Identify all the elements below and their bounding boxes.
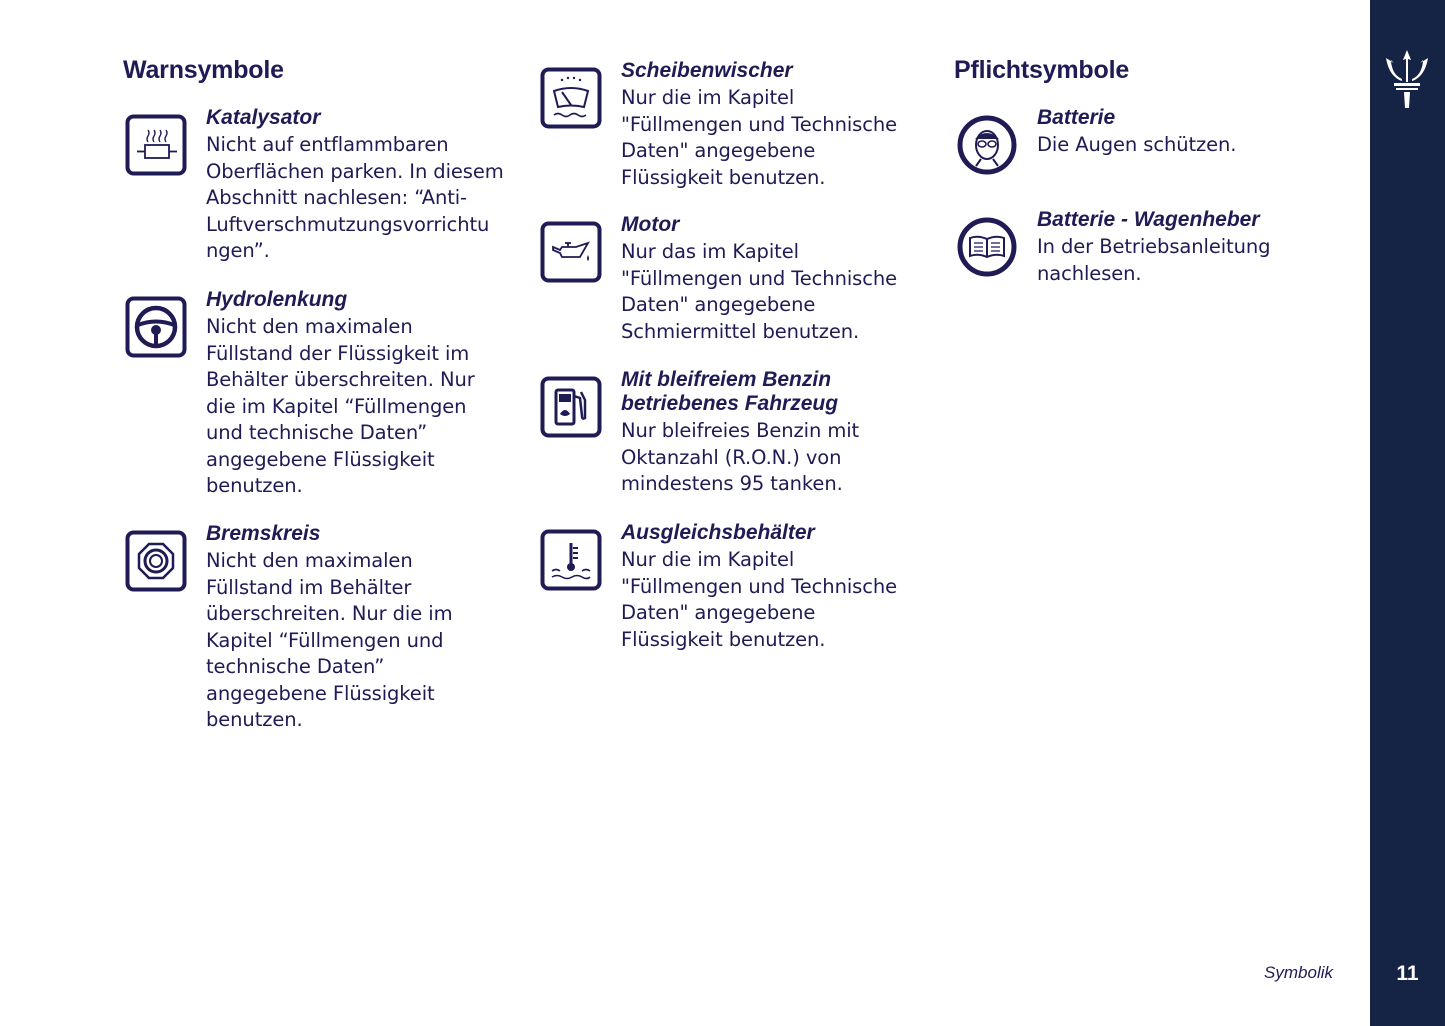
eye-protection-icon — [956, 114, 1018, 176]
section-title-warnsymbole: Warnsymbole — [123, 56, 284, 84]
symbol-description: Nur die im Kapitel "Füllmengen und Technische Daten" angegebene Flüssigkeit benutzen. — [621, 548, 897, 651]
symbol-title: Scheibenwischer — [621, 59, 793, 82]
fuel-pump-icon — [540, 376, 602, 438]
footer-section-label: Symbolik — [1264, 963, 1333, 982]
catalyst-heat-icon — [125, 114, 187, 176]
symbol-description: Nur die im Kapitel "Füllmengen und Technische Daten" angegebene Flüssigkeit benutzen. — [621, 86, 897, 189]
manual-book-icon — [956, 216, 1018, 278]
windshield-wiper-icon — [540, 67, 602, 129]
steering-wheel-icon — [125, 296, 187, 358]
symbol-title: Motor — [621, 213, 680, 236]
symbol-description: Nur bleifreies Benzin mit Oktanzahl (R.O.N.) von mindestens 95 tanken. — [621, 419, 860, 495]
page-number: 11 — [1396, 962, 1419, 985]
symbol-title: Batterie — [1037, 106, 1116, 129]
symbol-title: Bremskreis — [206, 522, 321, 545]
symbol-description: Nicht auf entflammbaren Oberflächen parken. In diesem Abschnitt nachlesen: “Anti- Luftverschmutzungsvorrichtu ngen”. — [206, 133, 504, 262]
coolant-temperature-icon — [540, 529, 602, 591]
symbol-title: Batterie - Wagenheber — [1037, 208, 1260, 231]
symbol-description: Nicht den maximalen Füllstand im Behälter überschreiten. Nur die im Kapitel “Füllmengen und technische Daten” angegebene Flüssigkeit benutzen. — [206, 549, 453, 731]
symbol-description: Nicht den maximalen Füllstand der Flüssigkeit im Behälter überschreiten. Nur die im Kapitel “Füllmengen und technische Daten” angegebene Flüssigkeit benutzen. — [206, 315, 475, 497]
symbol-description: Die Augen schützen. — [1037, 133, 1237, 156]
symbol-description: In der Betriebsanleitung nachlesen. — [1037, 235, 1271, 285]
symbol-description: Nur das im Kapitel "Füllmengen und Technische Daten" angegebene Schmiermittel benutzen. — [621, 240, 897, 343]
trident-logo-icon — [1382, 48, 1432, 110]
symbol-title: Ausgleichsbehälter — [621, 521, 815, 544]
page-sidebar — [1370, 0, 1445, 1026]
brake-circuit-icon — [125, 530, 187, 592]
symbol-title: Hydrolenkung — [206, 288, 348, 311]
oil-can-icon — [540, 221, 602, 283]
symbol-title: Mit bleifreiem Benzin betriebenes Fahrzeug — [621, 368, 839, 415]
symbol-title: Katalysator — [206, 106, 321, 129]
section-title-pflichtsymbole: Pflichtsymbole — [954, 56, 1130, 84]
